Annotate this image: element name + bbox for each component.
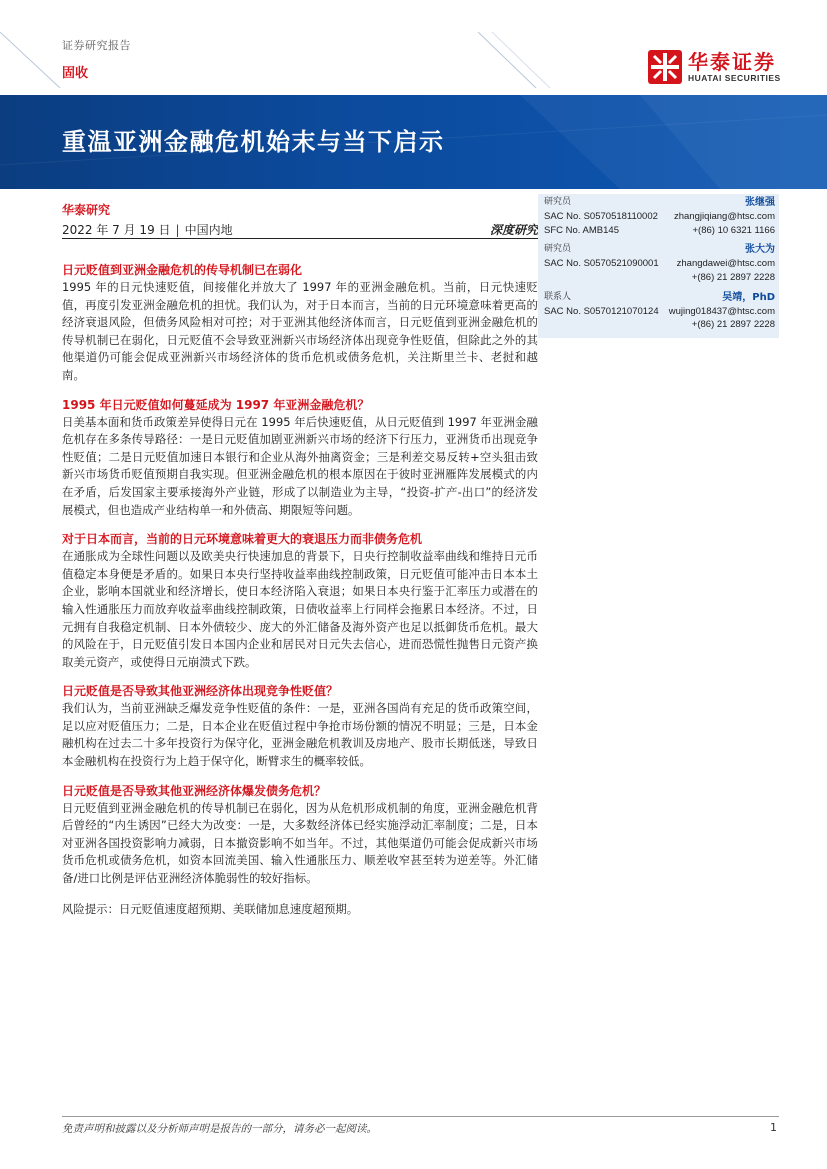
analyst-role: 研究员 (544, 197, 572, 207)
company-logo (648, 50, 781, 84)
section-body: 日元贬值到亚洲金融危机的传导机制已在弱化，因为从危机形成机制的角度，亚洲金融危机背后曾经的“内生诱因”已经大为改变：一是，大多数经济体已经实施浮动汇率制度；二是，日本对亚洲各国投资影响力减弱，日本撤资影响不如当年。不过，其他渠道仍可能会促成新兴市场货币危机或债务危机，如资本回流美国、输入性通胀压力、顺差收窄甚至转为逆差等。外汇储备/进口比例是评估亚洲经济体脆弱性的较好指标。 (62, 800, 538, 886)
analyst-role: 联系人 (544, 291, 572, 302)
analyst-name: 张继强 (745, 197, 775, 208)
section-body: 在通胀成为全球性问题以及欧美央行快速加息的背景下，日央行控制收益率曲线和维持日元币值稳定本身便是矛盾的。如果日本央行坚持收益率曲线控制政策，日元贬值可能冲击日本本土企业，影响本国就业和经济增长，使日本经济陷入衰退；如果日本央行鉴于汇率压力或潜在的输入性通胀压力而放弃收益率曲线控制政策，日债收益率上行同样会拖累日本经济。不过，日元拥有自我稳定机制、日本外债较少、庞大的外汇储备及海外资产也足以抵御货币危机。最大的风险在于，日元贬值引发日本国内企业和居民对日元失去信心，进而恐慌性抛售日元资产换取美元资产，或使得日元崩溃式下跌。 (62, 549, 538, 669)
section-title: 日元贬值是否导致其他亚洲经济体出现竞争性贬值？ (62, 684, 339, 699)
analyst-sac: SAC No. S0570121070124 (544, 305, 659, 317)
footer-divider (62, 1116, 779, 1117)
section-body: 我们认为，当前亚洲缺乏爆发竞争性贬值的条件：一是，亚洲各国尚有充足的货币政策空间，足以应对贬值压力；二是，日本企业在贬值过程中争抢市场份额的情况不明显；三是，日本金融机构在过去二十多年投资行为保守化，亚洲金融危机教训及房地产、股市长期低迷，导致日本金融机构在投资行为上趋于保守化，断臂求生的概率较低。 (62, 701, 538, 769)
logo-english-name: HUATAI SECURITIES (688, 72, 781, 83)
analyst-name: 张大为 (745, 244, 775, 256)
report-body (62, 262, 538, 918)
analyst-panel (538, 194, 779, 338)
section (62, 397, 538, 520)
meta-separator: | (175, 223, 180, 237)
section-tag: 固收 (62, 66, 89, 81)
report-date: 2022 年 7 月 19 日 (62, 223, 171, 237)
analyst-phone: +(86) 21 2897 2228 (691, 319, 775, 331)
section (62, 262, 538, 385)
footer-disclaimer: 免责声明和披露以及分析师声明是报告的一部分，请务必一起阅读。 (62, 1123, 377, 1135)
analyst-email[interactable]: zhangjiqiang@htsc.com (673, 210, 775, 222)
analyst-sfc: SFC No. AMB145 (544, 224, 619, 236)
analyst-card (544, 291, 775, 332)
logo-chinese-name: 华泰证券 (688, 49, 776, 74)
section-title: 对于日本而言，当前的日元环境意味着更大的衰退压力而非债务危机 (62, 532, 423, 547)
analyst-email[interactable]: zhangdawei@htsc.com (676, 258, 775, 270)
section (62, 683, 538, 770)
analyst-sac: SAC No. S0570518110002 (544, 210, 658, 222)
section-title: 日元贬值到亚洲金融危机的传导机制已在弱化 (62, 263, 303, 277)
section-title: 1995 年日元贬值如何蔓延成为 1997 年亚洲金融危机？ (62, 397, 370, 412)
report-title: 重温亚洲金融危机始末与当下启示 (62, 128, 445, 156)
section-title: 日元贬值是否导致其他亚洲经济体爆发债务危机？ (62, 783, 327, 798)
report-meta (62, 221, 538, 239)
analyst-card (544, 243, 775, 284)
section (62, 531, 538, 671)
analyst-card (544, 196, 775, 237)
report-category-label: 证券研究报告 (62, 39, 131, 52)
risk-warning: 风险提示：日元贬值速度超预期、美联储加息速度超预期。 (62, 901, 359, 916)
page-number: 1 (770, 1121, 777, 1134)
report-region: 中国内地 (184, 223, 233, 237)
section-body: 日美基本面和货币政策差异使得日元在 1995 年后快速贬值，从日元贬值到 1997 年亚洲金融危机存在多条传导路径：一是日元贬值加剧亚洲新兴市场的经济下行压力，亚洲货币出现竞争性贬值；二是日元贬值加速日本银行和企业从海外抽离资金；三是利差交易反转+空头狙击致新兴市场货币贬值预期自我实现。但亚洲金融危机的根本原因在于彼时亚洲雁阵发展模式的内在矛盾，后发国家主要承接海外产业链，形成了以制造业为主导，“投资-扩产-出口”的经济发展模式，但也造成产业结构单一和外债高、期限短等问题。 (62, 414, 538, 517)
analyst-email[interactable]: wujing018437@htsc.com (668, 305, 775, 317)
section (62, 783, 538, 888)
section-body: 1995 年的日元快速贬值，间接催化并放大了 1997 年的亚洲金融危机。当前，日元快速贬值，再度引发亚洲金融危机的担忧。我们认为，对于日本而言，当前的日元环境意味着更高的经济衰退风险，但债务风险相对可控；对于亚洲其他经济体而言，日元贬值到亚洲金融危机的传导机制已在弱化，日元贬值不会导致亚洲新兴市场经济体出现竞争性贬值，但除此之外的其他渠道仍可能会促成亚洲新兴市场经济体的货币危机或债务危机，关注斯里兰卡、老挝和越南。 (62, 280, 538, 382)
analyst-name: 吴靖，PhD (722, 291, 775, 303)
analyst-phone: +(86) 21 2897 2228 (691, 271, 775, 283)
research-org: 华泰研究 (62, 203, 111, 217)
analyst-phone: +(86) 10 6321 1166 (692, 224, 775, 236)
report-type: 深度研究 (489, 223, 538, 237)
analyst-role: 研究员 (544, 244, 572, 255)
analyst-sac: SAC No. S0570521090001 (544, 258, 659, 270)
huatai-logo-icon (648, 50, 682, 84)
